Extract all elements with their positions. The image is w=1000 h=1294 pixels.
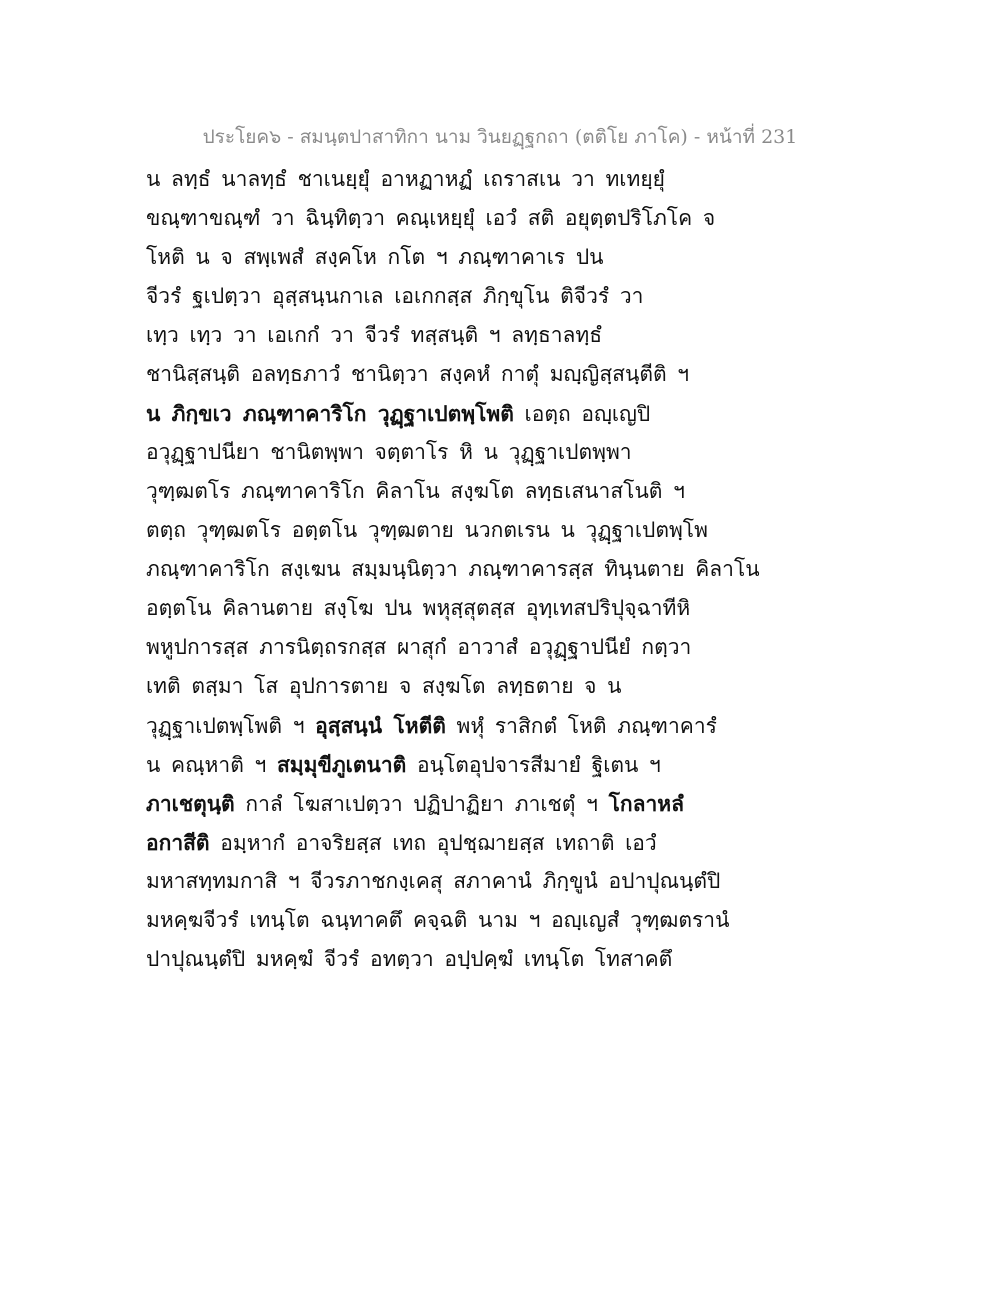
text-line [146, 316, 706, 355]
running-header: ประโยค๖ - สมนฺตปาสาทิกา นาม วินยฏฺฐกถา (ตติโย ภาโค) - หน้าที่ 231 [202, 126, 798, 148]
body-text [146, 160, 760, 979]
text-line [146, 511, 706, 550]
bold-term: อุสฺสนฺนํ โหตีติ [315, 713, 446, 738]
bold-term: สมฺมุขีภูเตนาติ [276, 752, 407, 777]
text-run: เทฺว เทฺว วา เอเกกํ วา จีวรํ ทสฺสนฺติ ฯ ลทฺธาลทฺธํ [146, 323, 603, 347]
text-line [146, 784, 706, 823]
text-run: พหูปการสฺส ภารนิตฺถรกสฺส ผาสุกํ อาวาสํ อวุฏฺฐาปนียํ กตฺวา [146, 635, 692, 659]
text-run: วุฑฺฒตโร ภณฺฑาคาริโก คิลาโน สงฺฆโต ลทฺธเสนาสโนติ ฯ [146, 479, 685, 503]
text-line [146, 550, 760, 589]
text-run: อมฺหากํ อาจริยสฺส เทถ อุปชฺฌายสฺส เทถาติ เอวํ [209, 831, 657, 855]
text-line [146, 706, 717, 745]
text-run: เอตฺถ อญฺเญปิ [513, 402, 651, 426]
text-line [146, 667, 706, 706]
text-run: มหาสทฺทมกาสิ ฯ จีวรภาชกงฺเคสุ สภาคานํ ภิกฺขูนํ อปาปุณนฺตํปิ [146, 869, 721, 893]
text-line [146, 433, 706, 472]
bold-term: ภาเชตุนฺติ [146, 791, 235, 816]
bold-term: โกลาหลํ [608, 791, 684, 816]
text-run: มหคฺฆจีวรํ เทนฺโต ฉนฺทาคตึ คจฺฉติ นาม ฯ อญฺเญสํ วุฑฺฒตรานํ [146, 908, 730, 932]
text-run: เทติ ตสฺมา โส อุปการตาย จ สงฺฆโต ลทฺธตาย จ น [146, 674, 622, 698]
text-line [146, 940, 706, 979]
bold-term: อกาสีติ [146, 830, 210, 855]
text-line [146, 589, 706, 628]
text-run: ปาปุณนฺตํปิ มหคฺฆํ จีวรํ อทตฺวา อปฺปคฺฆํ เทนฺโต โทสาคตึ [146, 947, 673, 971]
text-run: น ลทฺธํ นาลทฺธํ ชาเนยฺยุํ อาหฏาหฏํ เถราสเน วา ทเทยฺยุํ [146, 167, 665, 191]
text-run: ขณฺฑาขณฺฑํ วา ฉินฺทิตฺวา คณฺเหยฺยุํ เอวํ สติ อยุตฺตปริโภโค จ [146, 206, 716, 230]
text-line [146, 394, 706, 433]
text-line [146, 355, 706, 394]
text-run: วุฏฺฐาเปตพฺโพติ ฯ [146, 714, 316, 738]
text-run: ภณฺฑาคาริโก สงฺเฆน สมฺมนฺนิตฺวา ภณฺฑาคารสฺส ทินฺนตาย คิลาโน [146, 557, 760, 581]
text-line [146, 628, 706, 667]
text-line [146, 823, 706, 862]
text-line [146, 277, 706, 316]
text-line [146, 472, 706, 511]
text-run: ชานิสฺสนฺติ อลทฺธภาวํ ชานิตฺวา สงฺคหํ กาตุํ มญฺญิสฺสนฺตีติ ฯ [146, 362, 690, 386]
text-line [146, 199, 716, 238]
bold-term: น ภิกฺขเว ภณฺฑาคาริโก วุฏฺฐาเปตพฺโพติ [146, 401, 514, 426]
text-run: น คณฺหาติ ฯ [146, 753, 277, 777]
text-run: กาลํ โฆสาเปตฺวา ปฏิปาฏิยา ภาเชตุํ ฯ [234, 792, 609, 816]
text-run: จีวรํ ฐเปตฺวา อุสฺสนฺนกาเล เอเกกสฺส ภิกฺขุโน ติจีวรํ วา [146, 284, 644, 308]
text-run: พหุํ ราสิกตํ โหติ ภณฺฑาคารํ [445, 714, 717, 738]
text-run: ตตฺถ วุฑฺฒตโร อตฺตโน วุฑฺฒตาย นวกตเรน น วุฏฺฐาเปตพฺโพ [146, 518, 708, 542]
text-run: โหติ น จ สพฺเพสํ สงฺคโห กโต ฯ ภณฺฑาคาเร ปน [146, 245, 604, 269]
text-line [146, 238, 706, 277]
text-run: อตฺตโน คิลานตาย สงฺโฆ ปน พหุสฺสุตสฺส อุทฺเทสปริปุจฺฉาทีหิ [146, 596, 691, 620]
text-line [146, 745, 706, 784]
text-line [146, 862, 721, 901]
text-run: อนฺโตอุปจารสีมายํ ฐิเตน ฯ [406, 753, 661, 777]
text-line [146, 901, 730, 940]
text-run: อวุฏฺฐาปนียา ชานิตพฺพา จตฺตาโร หิ น วุฏฺฐาเปตพฺพา [146, 440, 632, 464]
text-line [146, 160, 706, 199]
